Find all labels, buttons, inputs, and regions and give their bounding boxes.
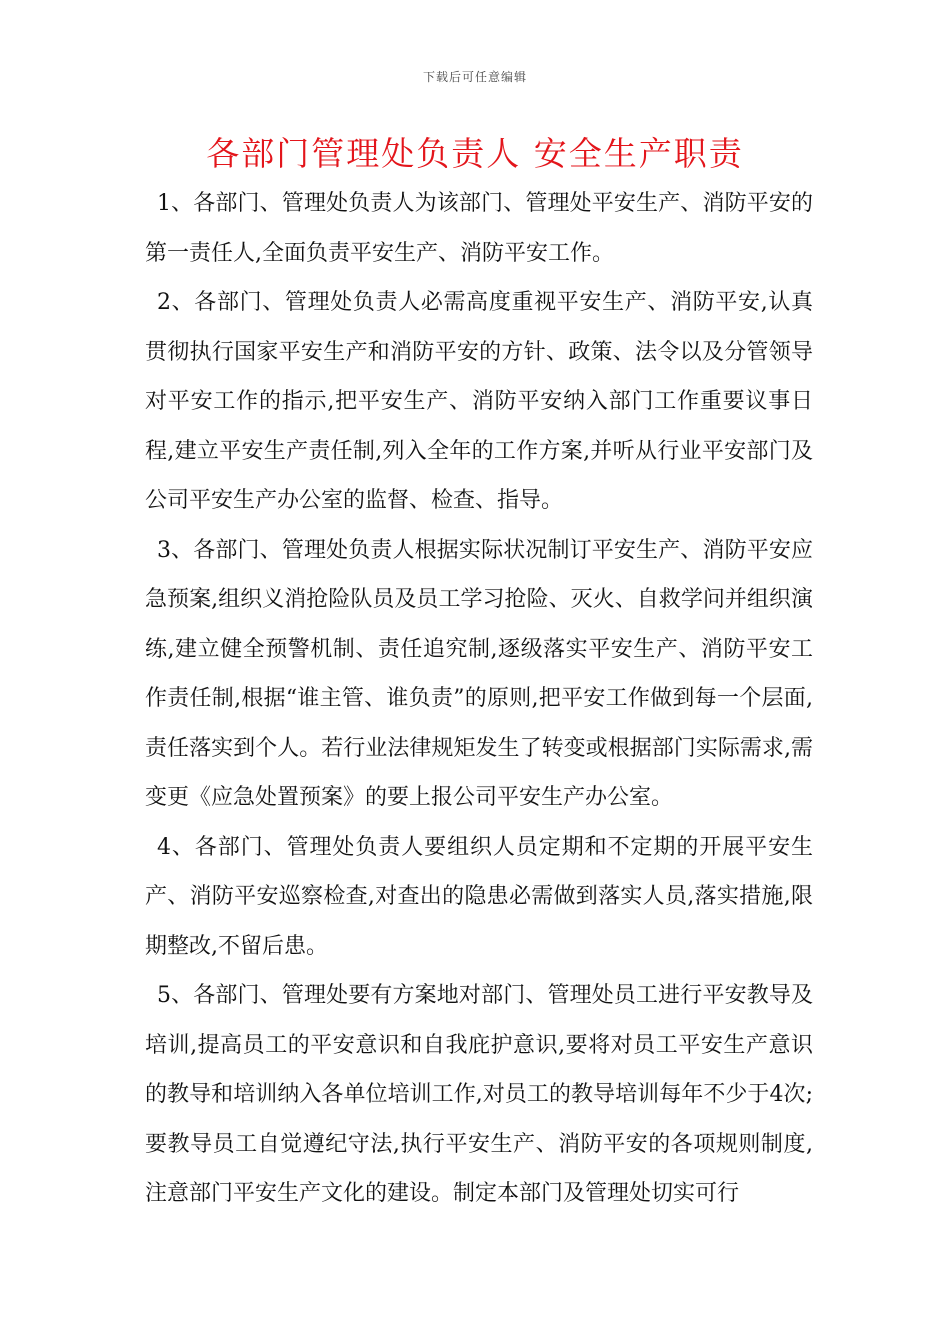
paragraph-3: 3、各部门、管理处负责人根据实际状况制订平安生产、消防平安应急预案,组织义消抢险队员及员工学习抢险、灭火、自救学问并组织演练,建立健全预警机制、责任追究制,逐级落实平安生产、消防平安工作责任制,根据“谁主管、谁负责”的原则,把平安工作做到每一个层面,责任落实到个人。若行业法律规矩发生了转变或根据部门实际需求,需变更《应急处置预案》的要上报公司平安生产办公室。 <box>145 537 813 810</box>
paragraph-4: 4、各部门、管理处负责人要组织人员定期和不定期的开展平安生产、消防平安巡察检查,对查出的隐患必需做到落实人员,落实措施,限期整改,不留后患。 <box>145 834 813 959</box>
document-title: 各部门管理处负责人 安全生产职责 <box>206 134 744 173</box>
paragraph-2: 2、各部门、管理处负责人必需高度重视平安生产、消防平安,认真贯彻执行国家平安生产和消防平安的方针、政策、法令以及分管领导对平安工作的指示,把平安生产、消防平安纳入部门工作重要议事日程,建立平安生产责任制,列入全年的工作方案,并听从行业平安部门及公司平安生产办公室的监督、检查、指导。 <box>145 290 813 513</box>
paragraph-5: 5、各部门、管理处要有方案地对部门、管理处员工进行平安教导及培训,提高员工的平安意识和自我庇护意识,要将对员工平安生产意识的教导和培训纳入各单位培训工作,对员工的教导培训每年不少于4次;要教导员工自觉遵纪守法,执行平安生产、消防平安的各项规则制度,注意部门平安生产文化的建设。制定本部门及管理处切实可行 <box>145 983 813 1206</box>
paragraph-1: 1、各部门、管理处负责人为该部门、管理处平安生产、消防平安的第一责任人,全面负责平安生产、消防平安工作。 <box>145 191 813 266</box>
document-body <box>145 179 813 1219</box>
header-note: 下载后可任意编辑 <box>422 70 527 84</box>
